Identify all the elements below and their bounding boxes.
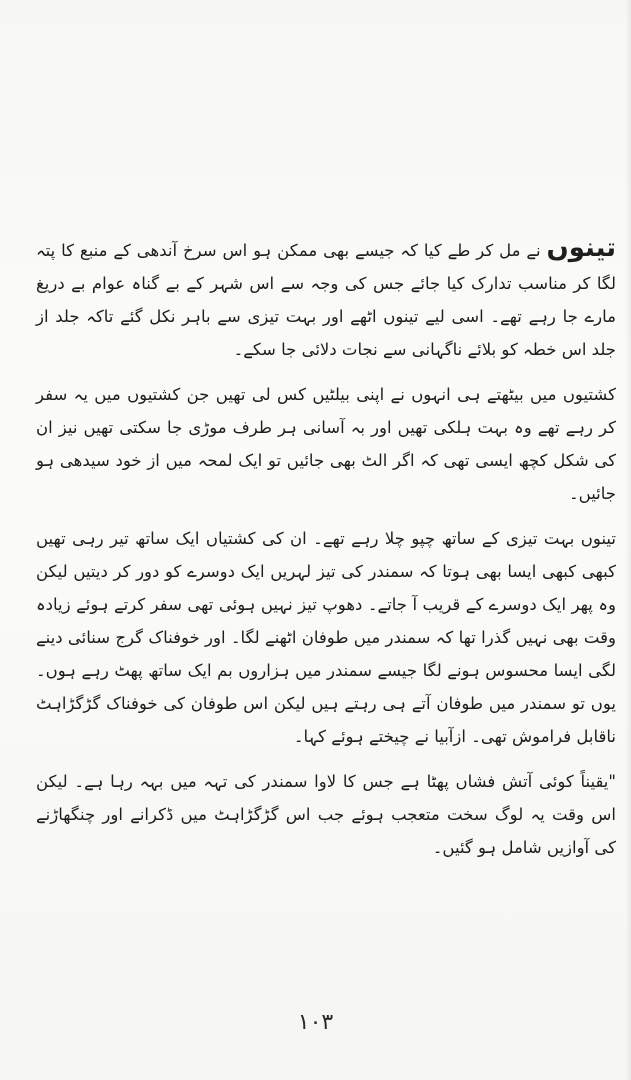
paragraph-4: "یقیناً کوئی آتش فشاں پھٹا ہے جس کا لاوا سمندر کی تہہ میں بہہ رہا ہے۔ لیکن اس وقت یہ لوگ سخت متعجب ہوئے جب اس گڑگڑاہٹ میں ڈکرانے اور چنگھاڑنے کی آوازیں شامل ہو گئیں۔	[36, 772, 616, 857]
paragraph-2: کشتیوں میں بیٹھتے ہی انہوں نے اپنی بیلٹیں کس لی تھیں جن کشتیوں میں یہ سفر کر رہے تھے وہ بہت ہلکی تھیں اور بہ آسانی ہر طرف موڑی جا سکتی تھیں نیز ان کی شکل کچھ ایسی تھی کہ اگر الٹ بھی جائیں تو ایک لمحہ میں از خود سیدھی ہو جائیں۔	[36, 385, 616, 503]
page-number: ۱۰۳	[297, 1010, 334, 1035]
page-text	[36, 232, 616, 876]
paragraph-1	[36, 232, 616, 366]
paragraph-1-text: نے مل کر طے کیا کہ جیسے بھی ممکن ہو اس سرخ آندھی کے منبع کا پتہ لگا کر مناسب تدارک کیا جائے جس کی وجہ سے اس شہر کے بے گناہ عوام بے دریغ مارے جا رہے تھے۔ اسی لیے تینوں اٹھے اور بہت تیزی سے باہر نکل گئے تاکہ جلد از جلد اس خطہ کو بلائے ناگہانی سے نجات دلائی جا سکے۔	[36, 241, 616, 359]
lead-word: تینوں	[546, 233, 616, 263]
page-edge-shadow	[625, 0, 631, 1080]
paragraph-3: تینوں بہت تیزی کے ساتھ چپو چلا رہے تھے۔ ان کی کشتیاں ایک ساتھ تیر رہی تھیں کبھی کبھی ایسا بھی ہوتا کہ سمندر کی تیز لہریں ایک دوسرے کو دور کر دیتیں لیکن وہ پھر ایک دوسرے کے قریب آ جاتے۔ دھوپ تیز نہیں ہوئی تھی سفر کرتے ہوئے زیادہ وقت بھی نہیں گذرا تھا کہ سمندر میں طوفان اٹھنے لگا۔ اور خوفناک گرج سنائی دینے لگی ایسا محسوس ہونے لگا جیسے سمندر میں ہزاروں بم ایک ساتھ پھٹ رہے ہوں۔ یوں تو سمندر میں طوفان آتے ہی رہتے ہیں لیکن اس طوفان کی خوفناک گڑگڑاہٹ ناقابل فراموش تھی۔ ازآبیا نے چیختے ہوئے کہا۔	[36, 529, 616, 746]
